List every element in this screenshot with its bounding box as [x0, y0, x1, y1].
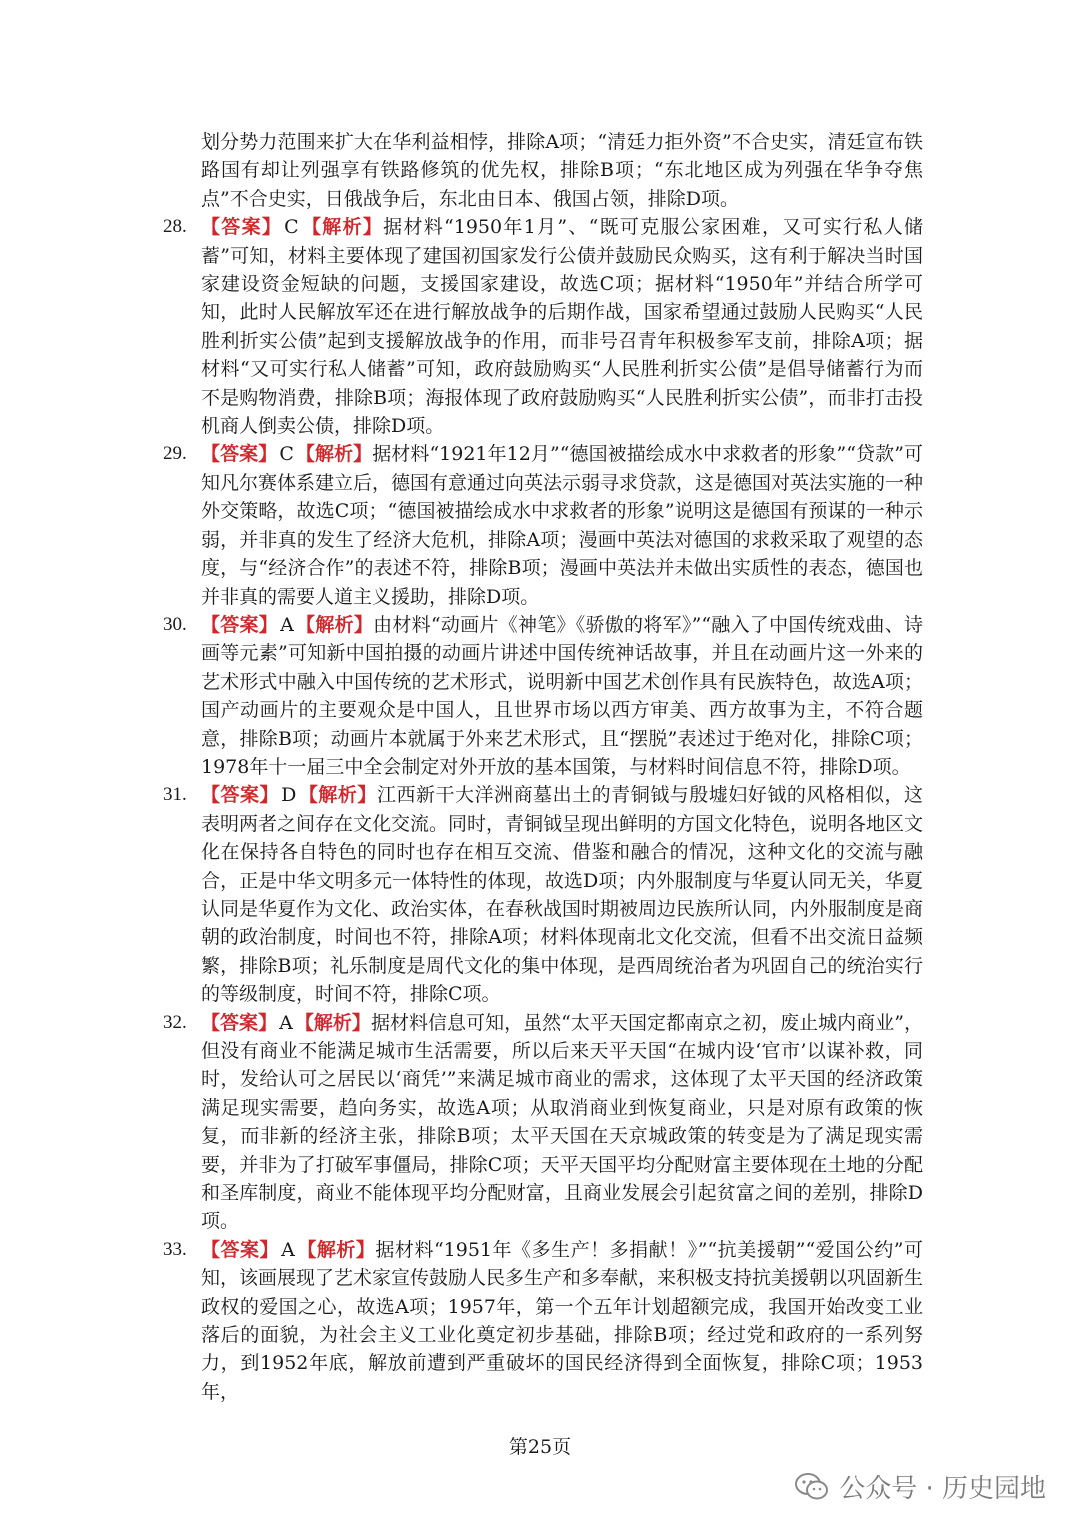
answer-label: 【答案】 — [201, 443, 278, 466]
analysis-label: 【解析】 — [296, 1238, 376, 1261]
answer-label: 【答案】 — [201, 613, 279, 636]
analysis-label: 【解析】 — [300, 216, 384, 239]
analysis-text: 据材料信息可知，虽然“太平天国定都南京之初，废止城内商业”，但没有商业不能满足城市生活需要，所以后来天平天国“在城内设‘官市’以谋补救，同时，发给认可之居民以‘商凭’”来满足城市商业的需求，这体现了太平天国的经济政策满足现实需要，趋向务实，故选A项；从取消商业到恢复商业，只是对原有政策的恢复，而非新的经济主张，排除B项；太平天国在天京城政策的转变是为了满足现实需要，并非为了打破军事僵局，排除C项；天平天国平均分配财富主要体现在土地的分配和圣库制度，商业不能体现平均分配财富，且商业发展会引起贫富之间的差别，排除D项。 — [201, 1011, 923, 1233]
answer-choice: C — [284, 216, 299, 239]
item-number: 31. — [163, 784, 187, 806]
answer-label: 【答案】 — [201, 784, 280, 807]
continued-paragraph: 划分势力范围来扩大在华利益相悖，排除A项；“清廷力拒外资”不合史实，清廷宣布铁路国有却让列强享有铁路修筑的优先权，排除B项；“东北地区成为列强在华争夺焦点”不合史实，日俄战争后，东北由日本、俄国占领，排除D项。 — [201, 131, 923, 210]
answer-label: 【答案】 — [201, 1011, 278, 1034]
answer-item-30 — [163, 611, 923, 781]
answer-item-28 — [163, 213, 923, 440]
answer-choice: A — [281, 1238, 295, 1261]
answer-item-31 — [163, 781, 923, 1008]
page-number: 第25页 — [508, 1436, 572, 1458]
answer-choice: C — [279, 443, 294, 466]
answer-item-33 — [163, 1236, 923, 1406]
analysis-label: 【解析】 — [294, 1011, 371, 1034]
item-number: 32. — [163, 1011, 187, 1033]
analysis-text: 由材料“动画片《神笔》《骄傲的将军》”“融入了中国传统戏曲、诗画等元素”可知新中国拍摄的动画片讲述中国传统神话故事，并且在动画片这一外来的艺术形式中融入中国传统的艺术形式，说明新中国艺术创作具有民族特色，故选A项；国产动画片的主要观众是中国人，且世界市场以西方审美、西方故事为主，不符合题意，排除B项；动画片本就属于外来艺术形式，且“摆脱”表述过于绝对化，排除C项；1978年十一届三中全会制定对外开放的基本国策，与材料时间信息不符，排除D项。 — [201, 613, 923, 778]
analysis-text: 据材料“1921年12月”“德国被描绘成水中求救者的形象”“贷款”可知凡尔赛体系建立后，德国有意通过向英法示弱寻求贷款，这是德国对英法实施的一种外交策略，故选C项；“德国被描绘成水中求救者的形象”说明这是德国有预谋的一种示弱，并非真的发生了经济大危机，排除A项；漫画中英法对德国的求救采取了观望的态度，与“经济合作”的表述不符，排除B项；漫画中英法并未做出实质性的表态，德国也并非真的需要人道主义援助，排除D项。 — [201, 443, 924, 608]
answer-label: 【答案】 — [201, 216, 283, 239]
answer-choice: A — [280, 613, 294, 636]
analysis-text: 江西新干大洋洲商墓出土的青铜钺与殷墟妇好钺的风格相似，这表明两者之间存在文化交流。同时，青铜钺呈现出鲜明的方国文化特色，说明各地区文化在保持各自特色的同时也存在相互交流、借鉴和融合的情况，这种文化的交流与融合，正是中华文明多元一体特性的体现，故选D项；内外服制度与华夏认同无关，华夏认同是华夏作为文化、政治实体，在春秋战国时期被周边民族所认同，内外服制度是商朝的政治制度，时间也不符，排除A项；材料体现南北文化交流，但看不出交流日益频繁，排除B项；礼乐制度是周代文化的集中体现，是西周统治者为巩固自己的统治实行的等级制度，时间不符，排除C项。 — [201, 784, 924, 1006]
answer-item-32 — [163, 1009, 923, 1236]
answer-choice: A — [279, 1011, 293, 1034]
answer-choice: D — [281, 784, 297, 807]
watermark — [795, 1468, 1046, 1505]
analysis-label: 【解析】 — [298, 784, 377, 807]
analysis-text: 据材料“1950年1月”、“既可克服公家困难，又可实行私人储蓄”可知，材料主要体现了建国初国家发行公债并鼓励民众购买，这有利于解决当时国家建设资金短缺的问题，支援国家建设，故选C项；据材料“1950年”并结合所学可知，此时人民解放军还在进行解放战争的后期作战，国家希望通过鼓励人民购买“人民胜利折实公债”起到支援解放战争的作用，而非号召青年积极参军支前，排除A项；据材料“又可实行私人储蓄”可知，政府鼓励购买“人民胜利折实公债”是倡导储蓄行为而不是购物消费，排除B项；海报体现了政府鼓励购买“人民胜利折实公债”，而非打击投机商人倒卖公债，排除D项。 — [201, 216, 923, 438]
item-number: 28. — [163, 216, 187, 238]
answer-label: 【答案】 — [201, 1238, 280, 1261]
answer-item-29 — [163, 440, 923, 610]
item-number: 33. — [163, 1238, 187, 1260]
answer-content — [163, 128, 923, 1406]
item-number: 30. — [163, 613, 187, 635]
wechat-icon — [795, 1472, 829, 1502]
watermark-text: 公众号 · 历史园地 — [839, 1474, 1046, 1504]
analysis-text: 据材料“1951年《多生产！多捐献！》”“抗美援朝”“爱国公约”可知，该画展现了艺术家宣传鼓励人民多生产和多奉献，来积极支持抗美援朝以巩固新生政权的爱国之心，故选A项；1957年，第一个五年计划超额完成，我国开始改变工业落后的面貌，为社会主义工业化奠定初步基础，排除B项；经过党和政府的一系列努力，到1952年底，解放前遭到严重破坏的国民经济得到全面恢复，排除C项；1953年， — [201, 1238, 924, 1403]
analysis-label: 【解析】 — [295, 443, 373, 466]
item-number: 29. — [163, 443, 187, 465]
analysis-label: 【解析】 — [295, 613, 374, 636]
